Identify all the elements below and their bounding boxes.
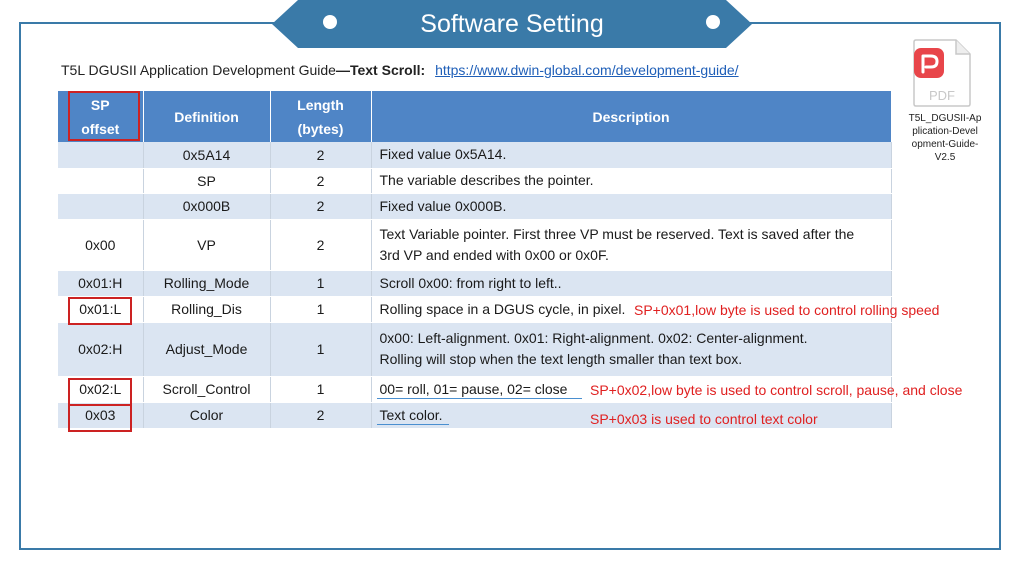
cell-offset: 0x00: [58, 219, 143, 270]
cell-offset: [58, 168, 143, 193]
pdf-document-icon: [908, 38, 974, 108]
cell-definition: Rolling_Dis: [143, 296, 270, 322]
table-row: [58, 322, 891, 376]
cell-offset: 0x02:H: [58, 322, 143, 376]
table-row: [58, 142, 891, 168]
table-row: [58, 270, 891, 296]
cell-description: 00= roll, 01= pause, 02= close: [371, 376, 891, 402]
table-row: [58, 168, 891, 193]
pdf-file-name-line: plication-Devel: [912, 126, 978, 137]
cell-definition: Scroll_Control: [143, 376, 270, 402]
highlight-box-0x02-l: [68, 378, 132, 406]
cell-definition: Rolling_Mode: [143, 270, 270, 296]
cell-offset: 0x02:L: [58, 376, 143, 402]
underline-scroll-control: [377, 398, 582, 399]
highlight-box-0x03: [68, 404, 132, 432]
cell-length: 1: [270, 270, 371, 296]
cell-length: 2: [270, 402, 371, 428]
cell-definition: 0x5A14: [143, 142, 270, 168]
cell-length: 1: [270, 376, 371, 402]
cell-offset: 0x03: [58, 402, 143, 428]
cell-description: Rolling space in a DGUS cycle, in pixel.: [371, 296, 891, 322]
cell-length: 2: [270, 142, 371, 168]
guide-topic: Text Scroll: [349, 62, 421, 78]
header-description: Description: [371, 91, 891, 142]
cell-offset: [58, 193, 143, 219]
header-sp-offset: SP offset: [58, 91, 143, 142]
cell-length: 1: [270, 296, 371, 322]
cell-description: The variable describes the pointer.: [371, 168, 891, 193]
cell-length: 2: [270, 193, 371, 219]
highlight-box-0x01-l: [68, 297, 132, 325]
title-banner: [272, 0, 752, 48]
guide-reference: [61, 62, 739, 78]
guide-link[interactable]: https://www.dwin-global.com/development-guide/: [435, 62, 739, 78]
pdf-file-name-line: opment-Guide-: [911, 139, 979, 150]
cell-definition: Adjust_Mode: [143, 322, 270, 376]
pdf-file-name-line: T5L_DGUSII-Ap: [908, 113, 982, 124]
cell-description: Text color.: [371, 402, 891, 428]
header-definition: Definition: [143, 91, 270, 142]
cell-description: Fixed value 0x5A14.: [371, 142, 891, 168]
annotation-text-color: SP+0x03 is used to control text color: [590, 411, 818, 427]
cell-definition: 0x000B: [143, 193, 270, 219]
annotation-scroll-control: SP+0x02,low byte is used to control scroll, pause, and close: [590, 382, 963, 398]
pdf-icon-label: PDF: [929, 88, 955, 103]
guide-dash: —: [335, 62, 350, 78]
guide-title: T5L DGUSII Application Development Guide: [61, 62, 336, 78]
cell-offset: 0x01:H: [58, 270, 143, 296]
cell-length: 1: [270, 322, 371, 376]
table-row: [58, 193, 891, 219]
cell-length: 2: [270, 219, 371, 270]
cell-description: Scroll 0x00: from right to left..: [371, 270, 891, 296]
pdf-file-icon[interactable]: [908, 38, 980, 113]
header-length: Length (bytes): [270, 91, 371, 142]
cell-definition: Color: [143, 402, 270, 428]
cell-description: 0x00: Left-alignment. 0x01: Right-alignment. 0x02: Center-alignment. Rolling will stop when the text length smaller than text box.: [371, 322, 891, 376]
cell-description: Fixed value 0x000B.: [371, 193, 891, 219]
cell-definition: VP: [143, 219, 270, 270]
cell-offset: 0x01:L: [58, 296, 143, 322]
guide-colon: :: [420, 62, 426, 78]
cell-description: Text Variable pointer. First three VP must be reserved. Text is saved after the 3rd VP and ended with 0x00 or 0x0F.: [371, 219, 891, 270]
page-title: Software Setting: [420, 10, 604, 38]
text-scroll-parameter-table: [58, 91, 892, 429]
pdf-file-name-line: V2.5: [934, 152, 956, 163]
pdf-file-name[interactable]: [900, 112, 990, 164]
table-row: [58, 219, 891, 270]
cell-definition: SP: [143, 168, 270, 193]
highlight-box-sp-offset: [68, 91, 140, 141]
annotation-rolling-speed: SP+0x01,low byte is used to control rolling speed: [634, 302, 940, 318]
underline-text-color: [377, 424, 449, 425]
cell-offset: [58, 142, 143, 168]
cell-length: 2: [270, 168, 371, 193]
